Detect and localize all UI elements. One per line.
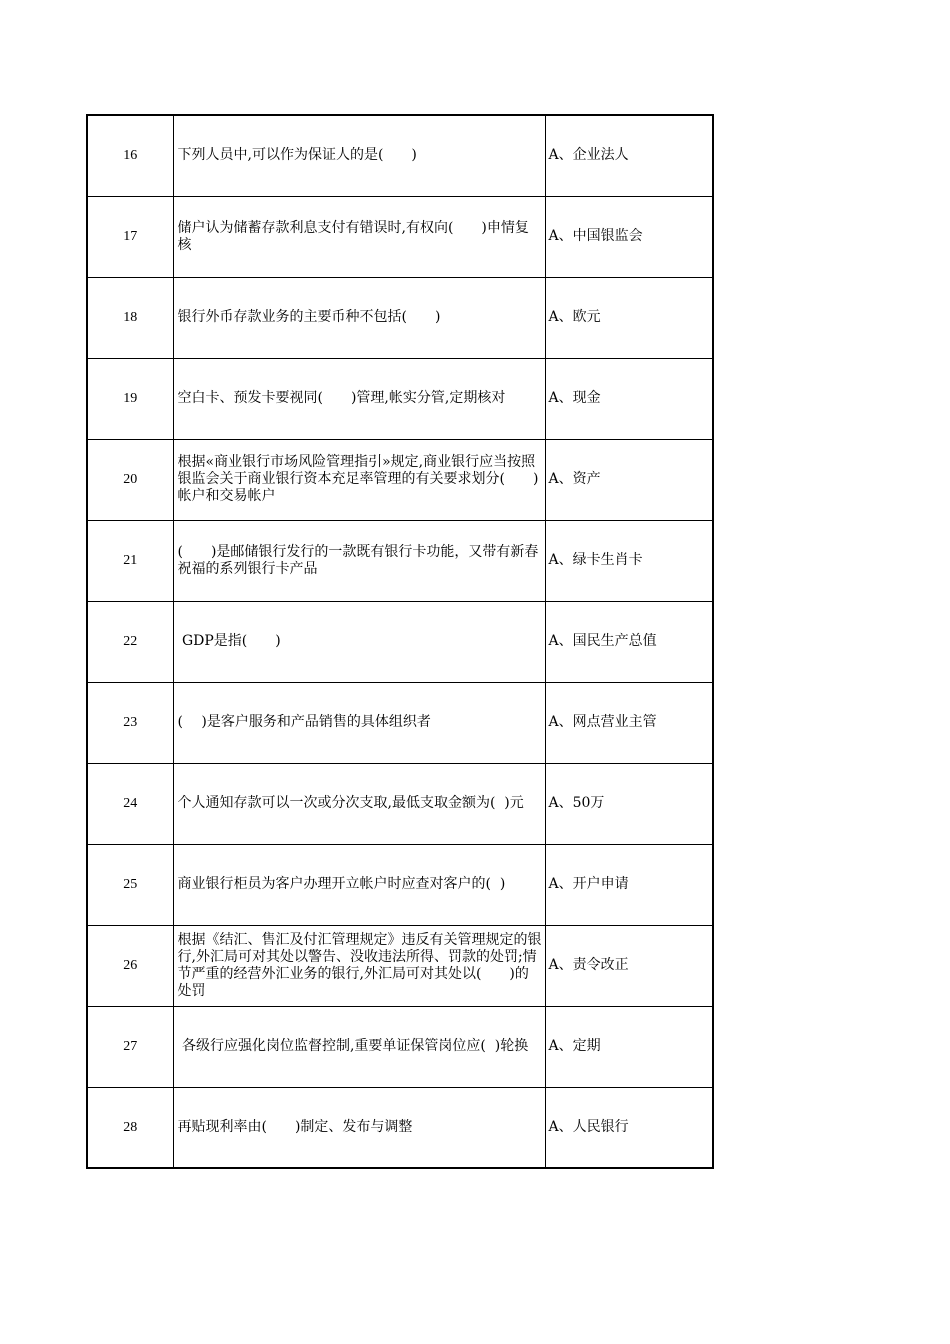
table-row — [87, 277, 713, 358]
question-number: 23 — [87, 682, 173, 763]
answer-option: A、责令改正 — [545, 925, 713, 1006]
table-row — [87, 358, 713, 439]
question-number: 18 — [87, 277, 173, 358]
table-row — [87, 1006, 713, 1087]
table-row — [87, 196, 713, 277]
table-row — [87, 1087, 713, 1168]
question-text: 储户认为储蓄存款利息支付有错误时,有权向( )申情复核 — [173, 196, 545, 277]
question-number: 25 — [87, 844, 173, 925]
question-text: GDP是指( ) — [173, 601, 545, 682]
question-number: 28 — [87, 1087, 173, 1168]
question-number: 19 — [87, 358, 173, 439]
question-text: 商业银行柜员为客户办理开立帐户时应查对客户的( ) — [173, 844, 545, 925]
answer-option: A、中国银监会 — [545, 196, 713, 277]
answer-option: A、网点营业主管 — [545, 682, 713, 763]
answer-option: A、50万 — [545, 763, 713, 844]
table-row — [87, 115, 713, 196]
question-number: 24 — [87, 763, 173, 844]
question-text: 下列人员中,可以作为保证人的是( ) — [173, 115, 545, 196]
answer-option: A、定期 — [545, 1006, 713, 1087]
answer-option: A、人民银行 — [545, 1087, 713, 1168]
question-table — [86, 114, 714, 1169]
answer-option: A、现金 — [545, 358, 713, 439]
question-text: 各级行应强化岗位监督控制,重要单证保管岗位应( )轮换 — [173, 1006, 545, 1087]
question-number: 26 — [87, 925, 173, 1006]
question-text: 根据《结汇、售汇及付汇管理规定》违反有关管理规定的银行,外汇局可对其处以警告、没收违法所得、罚款的处罚;情节严重的经营外汇业务的银行,外汇局可对其处以( )的处罚 — [173, 925, 545, 1006]
table-row — [87, 520, 713, 601]
answer-option: A、绿卡生肖卡 — [545, 520, 713, 601]
question-text: 个人通知存款可以一次或分次支取,最低支取金额为( )元 — [173, 763, 545, 844]
table-row — [87, 439, 713, 520]
question-text: 再贴现利率由( )制定、发布与调整 — [173, 1087, 545, 1168]
table-row — [87, 601, 713, 682]
question-number: 17 — [87, 196, 173, 277]
table-row — [87, 763, 713, 844]
table-row — [87, 844, 713, 925]
answer-option: A、开户申请 — [545, 844, 713, 925]
answer-option: A、国民生产总值 — [545, 601, 713, 682]
question-text: ( )是客户服务和产品销售的具体组织者 — [173, 682, 545, 763]
question-number: 27 — [87, 1006, 173, 1087]
question-number: 22 — [87, 601, 173, 682]
table-row — [87, 682, 713, 763]
question-number: 16 — [87, 115, 173, 196]
question-number: 20 — [87, 439, 173, 520]
question-text: ( )是邮储银行发行的一款既有银行卡功能，又带有新春祝福的系列银行卡产品 — [173, 520, 545, 601]
question-text: 根据«商业银行市场风险管理指引»规定,商业银行应当按照银监会关于商业银行资本充足率管理的有关要求划分( )帐户和交易帐户 — [173, 439, 545, 520]
answer-option: A、资产 — [545, 439, 713, 520]
answer-option: A、企业法人 — [545, 115, 713, 196]
question-text: 银行外币存款业务的主要币种不包括( ) — [173, 277, 545, 358]
question-number: 21 — [87, 520, 173, 601]
table-row — [87, 925, 713, 1006]
question-text: 空白卡、预发卡要视同( )管理,帐实分管,定期核对 — [173, 358, 545, 439]
answer-option: A、欧元 — [545, 277, 713, 358]
